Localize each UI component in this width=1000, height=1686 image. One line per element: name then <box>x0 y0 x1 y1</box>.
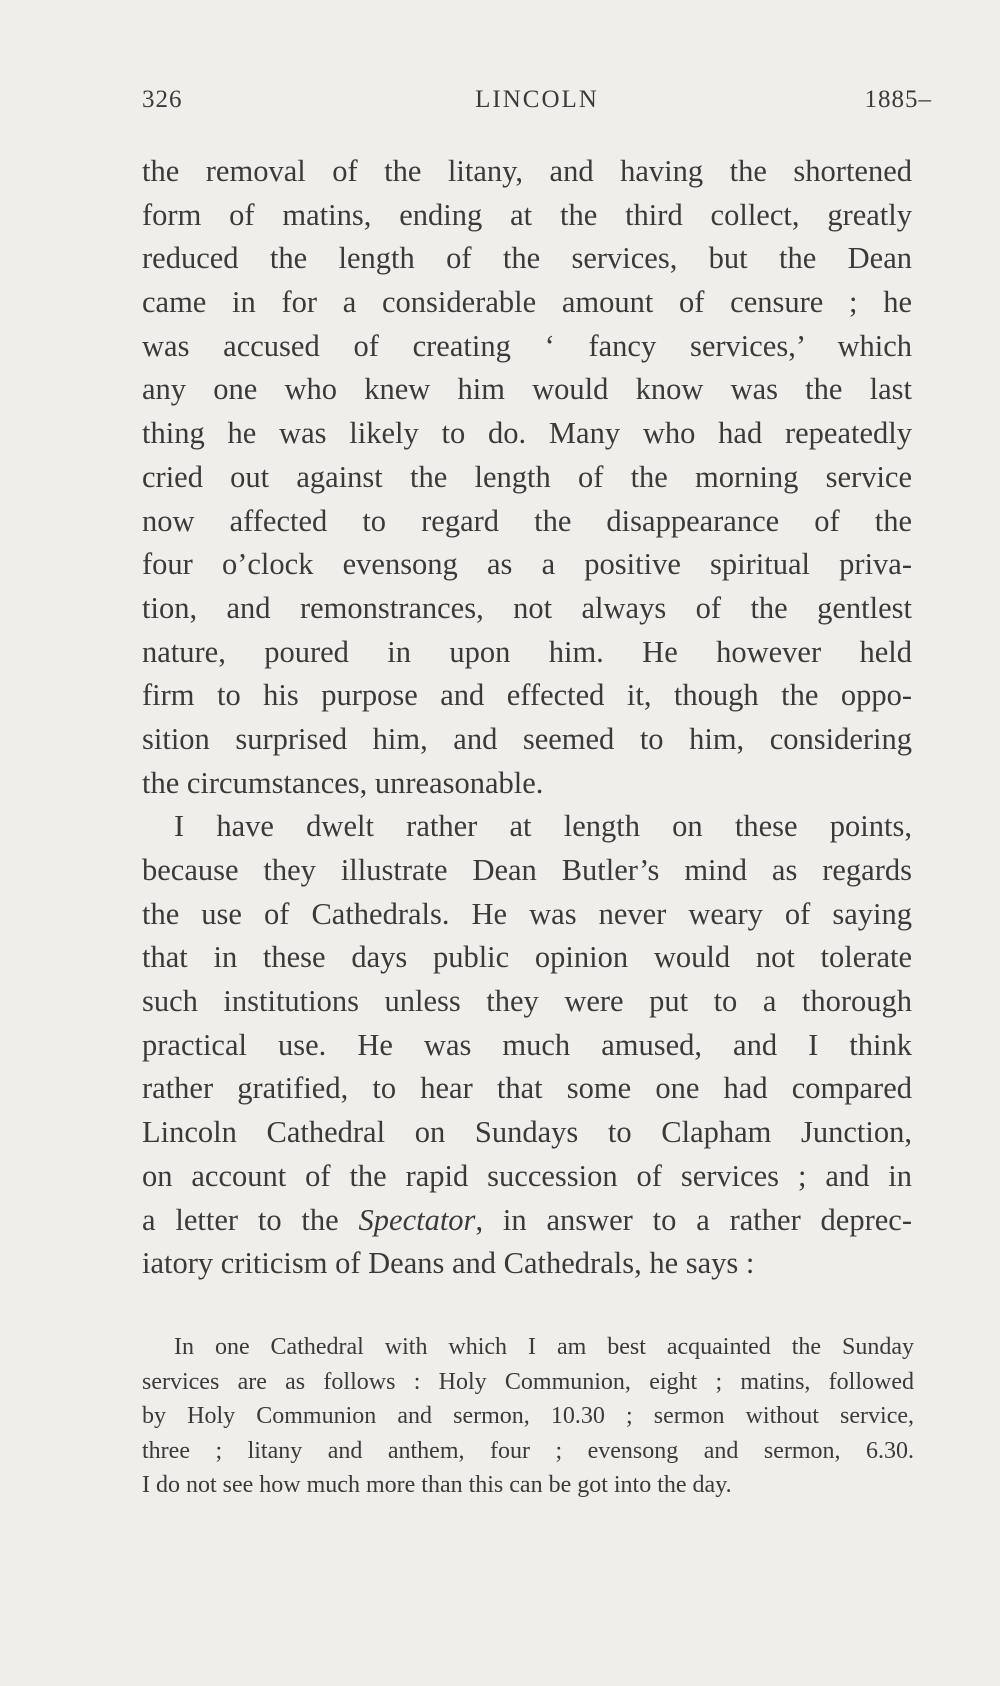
text-line: reduced the length of the services, but the Dean <box>142 241 912 276</box>
text-fragment: , in answer to a rather deprec- <box>475 1202 912 1237</box>
block-quote <box>142 1330 914 1503</box>
quote-line: In one Cathedral with which I am best acquainted the Sunday <box>174 1334 914 1360</box>
text-line: tion, and remonstrances, not always of the gentlest <box>142 590 912 625</box>
text-line: I have dwelt rather at length on these points, <box>174 809 912 844</box>
page-number: 326 <box>142 86 183 113</box>
text-line: form of matins, ending at the third collect, greatly <box>142 197 912 232</box>
text-line: that in these days public opinion would not tolerate <box>142 940 912 975</box>
running-year: 1885– <box>864 86 932 113</box>
quote-line: by Holy Communion and sermon, 10.30 ; sermon without service, <box>142 1403 914 1429</box>
text-line: sition surprised him, and seemed to him, considering <box>142 721 912 756</box>
text-line: was accused of creating ‘ fancy services,’ which <box>142 328 912 363</box>
text-line: now affected to regard the disappearance of the <box>142 503 912 538</box>
text-line-spectator <box>142 1199 912 1243</box>
text-line: such institutions unless they were put to a thorough <box>142 984 912 1019</box>
main-text <box>142 150 912 1286</box>
quote-line: services are as follows : Holy Communion, eight ; matins, followed <box>142 1368 914 1395</box>
text-line: on account of the rapid succession of services ; and in <box>142 1158 912 1193</box>
quote-line: I do not see how much more than this can be got into the day. <box>142 1472 732 1498</box>
running-title: LINCOLN <box>475 86 599 113</box>
text-line: practical use. He was much amused, and I think <box>142 1027 912 1062</box>
text-line: because they illustrate Dean Butler’s mind as regards <box>142 853 912 887</box>
text-line: the removal of the litany, and having the shortened <box>142 154 912 188</box>
text-line: nature, poured in upon him. He however held <box>142 634 912 669</box>
text-line: four o’clock evensong as a positive spiritual priva- <box>142 547 912 582</box>
running-head <box>142 86 932 118</box>
text-line: iatory criticism of Deans and Cathedrals, he says : <box>142 1246 755 1281</box>
text-line: rather gratified, to hear that some one had compared <box>142 1071 912 1106</box>
text-line: cried out against the length of the morning service <box>142 459 912 494</box>
quote-line: three ; litany and anthem, four ; evensong and sermon, 6.30. <box>142 1437 914 1464</box>
spectator-title: Spectator <box>358 1202 476 1237</box>
text-line: thing he was likely to do. Many who had repeatedly <box>142 416 912 451</box>
text-line: any one who knew him would know was the last <box>142 372 912 407</box>
text-line: the circumstances, unreasonable. <box>142 765 544 800</box>
text-line: came in for a considerable amount of censure ; he <box>142 285 912 320</box>
text-line: Lincoln Cathedral on Sundays to Clapham Junction, <box>142 1115 912 1150</box>
text-line: the use of Cathedrals. He was never weary of saying <box>142 896 912 931</box>
text-fragment: a letter to the <box>142 1202 359 1237</box>
text-line: firm to his purpose and effected it, though the oppo- <box>142 678 912 713</box>
